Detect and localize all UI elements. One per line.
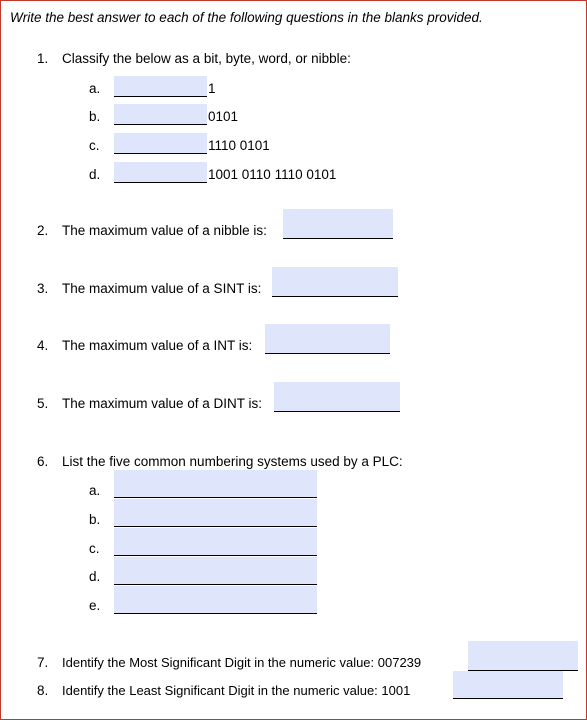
q8-text: Identify the Least Significant Digit in the numeric value: 1001 [62,683,411,698]
q1d-value: 1001 0110 1110 0101 [208,167,337,182]
q1b-value: 0101 [208,109,239,124]
q6-text: List the five common numbering systems used by a PLC: [62,454,403,469]
q8-answer-field[interactable] [453,671,563,699]
q3-text: The maximum value of a SINT is: [62,281,262,296]
q7-number: 7. [37,655,49,670]
q6d-answer-field[interactable] [114,557,317,585]
q1-number: 1. [37,51,49,66]
q6a-answer-field[interactable] [114,470,317,498]
q1a-letter: a. [89,81,101,96]
q2-answer-field[interactable] [283,209,393,239]
q1a-value: 1 [208,81,216,96]
q6-number: 6. [37,454,49,469]
q6e-letter: e. [89,598,101,613]
q1a-answer-field[interactable] [114,76,207,97]
q1b-letter: b. [89,109,101,124]
q3-number: 3. [37,281,49,296]
q6b-answer-field[interactable] [114,499,317,527]
q5-answer-field[interactable] [274,382,400,412]
q1c-answer-field[interactable] [114,133,207,154]
q1d-answer-field[interactable] [114,162,207,183]
q6e-answer-field[interactable] [114,586,317,614]
q6b-letter: b. [89,512,101,527]
q1b-answer-field[interactable] [114,104,207,125]
q4-answer-field[interactable] [265,324,390,354]
instructions-text: Write the best answer to each of the following questions in the blanks provided. [10,10,483,25]
q1c-value: 1110 0101 [208,138,270,153]
q4-text: The maximum value of a INT is: [62,338,253,353]
q6a-letter: a. [89,483,101,498]
q6c-letter: c. [89,541,100,556]
q8-number: 8. [37,683,49,698]
q5-number: 5. [37,396,49,411]
q2-number: 2. [37,223,49,238]
q2-text: The maximum value of a nibble is: [62,223,267,238]
q6c-answer-field[interactable] [114,528,317,556]
q1-text: Classify the below as a bit, byte, word, or nibble: [62,51,351,66]
q4-number: 4. [37,338,49,353]
q1d-letter: d. [89,167,101,182]
q7-text: Identify the Most Significant Digit in the numeric value: 007239 [62,655,422,670]
q7-answer-field[interactable] [468,641,578,671]
q5-text: The maximum value of a DINT is: [62,396,263,411]
q1c-letter: c. [89,138,100,153]
q6d-letter: d. [89,569,101,584]
q3-answer-field[interactable] [272,267,398,297]
